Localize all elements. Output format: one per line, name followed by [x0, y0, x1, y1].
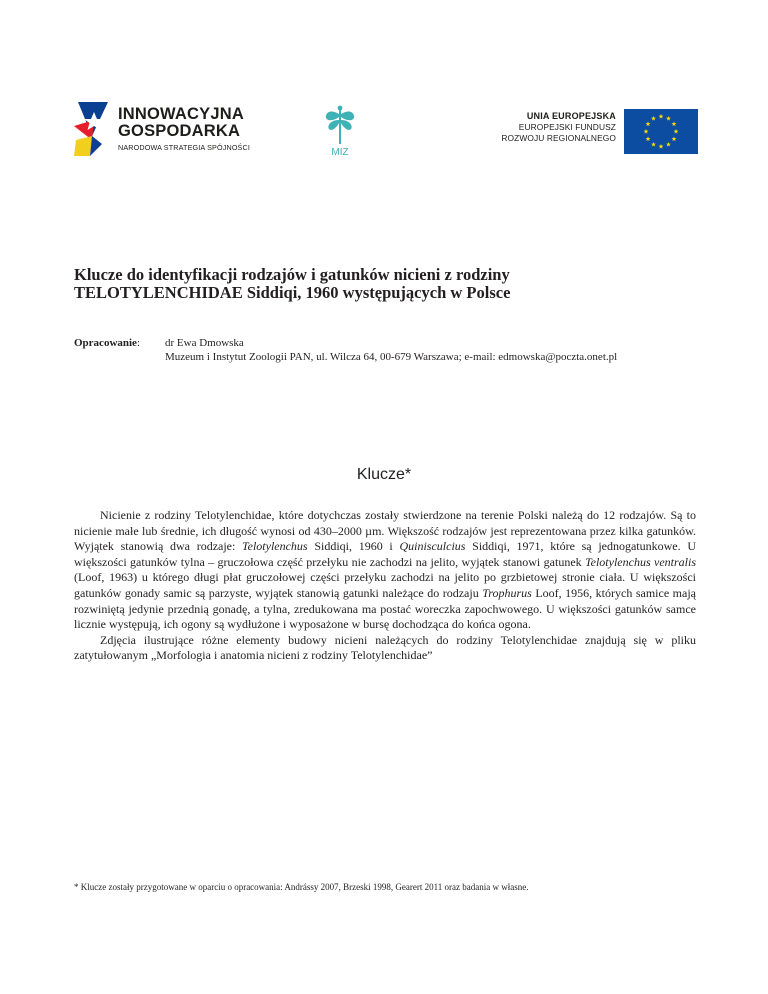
species-telotylenchus-ventralis: Telotylenchus ventralis: [585, 554, 697, 569]
genus-quinisculcius: Quinisculcius: [399, 539, 466, 554]
document-title: [74, 266, 694, 302]
p1-text-3: Siddiqi, 1971, które są jednogatunkowe. U większości gatunków tylna – gruczołowa część przełyku nie zachodzi na jelito, wyjątek stanowi gatunek: [74, 539, 696, 569]
mz-dragonfly-logo-icon: [325, 104, 355, 156]
eu-title: UNIA EUROPEJSKA: [526, 111, 616, 121]
author-label-text: Opracowanie: [74, 337, 137, 349]
logo-title-line1: INNOWACYJNA: [118, 105, 244, 123]
footnote: * Klucze zostały przygotowane w oparciu o opracowania: Andrássy 2007, Brzeski 1998, Gearert 2011 oraz badania w własne.: [74, 882, 529, 892]
logo-title-line2: GOSPODARKA: [118, 122, 241, 140]
paragraph-photos: Zdjęcia ilustrujące różne elementy budowy nicieni należących do rodziny Telotylenchidae znajdują się w pliku zatytułowanym „Morfologia i anatomia nicieni z rodziny Telotylenchidae”: [74, 632, 696, 663]
p1-text-2: Siddiqi, 1960 i: [307, 539, 400, 554]
paragraph-intro: [74, 508, 696, 633]
p1-text-5: Loof, 1956, których samice mają rozwiniętą jedynie przednią gonadę, a tylna, zredukowana ma postać woreczka zapochwowego. U większości gatunków samce licznie występują, ich ogony są wydłużone i wyposażone w bursę dochodząca do końca ogona.: [74, 585, 696, 632]
author-name: dr Ewa Dmowska: [165, 337, 244, 349]
eu-fund-line2: ROZWOJU REGIONALNEGO: [501, 133, 616, 143]
logo-bar: [72, 100, 696, 162]
title-line1: Klucze do identyfikacji rodzajów i gatunków nicieni z rodziny: [74, 265, 510, 284]
p1-text-4: (Loof, 1963) u którego długi płat gruczołowej części przełyku zachodzi na jelito po grzbietowej stronie ciała. U większości gatunków gonady samic są parzyste, wyjątek stanowią gatunki należące do rodzaju: [74, 570, 696, 600]
author-label-colon: :: [136, 337, 141, 349]
logo-subtitle: NARODOWA STRATEGIA SPÓJNOŚCI: [118, 143, 250, 152]
author-affiliation: Muzeum i Instytut Zoologii PAN, ul. Wilcza 64, 00-679 Warszawa; e-mail: edmowska@poczta.onet.pl: [165, 351, 618, 363]
genus-telotylenchus: Telotylenchus: [242, 539, 308, 554]
eu-flag-icon: [624, 109, 698, 154]
innowacyjna-gospodarka-emblem-icon: [72, 100, 112, 158]
eu-fund-line1: EUROPEJSKI FUNDUSZ: [518, 122, 616, 132]
body-text: [74, 508, 696, 664]
unia-europejska-logo: [492, 108, 698, 154]
title-line2: TELOTYLENCHIDAE Siddiqi, 1960 występujących w Polsce: [74, 283, 511, 302]
genus-trophurus: Trophurus: [482, 585, 532, 600]
mz-logo-lettering: MIZ: [331, 147, 349, 156]
innowacyjna-gospodarka-logo: [72, 100, 272, 160]
section-heading: Klucze*: [356, 466, 412, 483]
p1-text-1: Nicienie z rodziny Telotylenchidae, które dotychczas zostały stwierdzone na terenie Polski należą do 12 rodzajów. Są to nicienie małe lub średnie, ich długość wynosi od 430–2000 µm. Większość rodzajów jest reprezentowana przez kilka gatunków. Wyjątek stanowią dwa rodzaje:: [74, 508, 696, 554]
author-label: [74, 336, 140, 350]
